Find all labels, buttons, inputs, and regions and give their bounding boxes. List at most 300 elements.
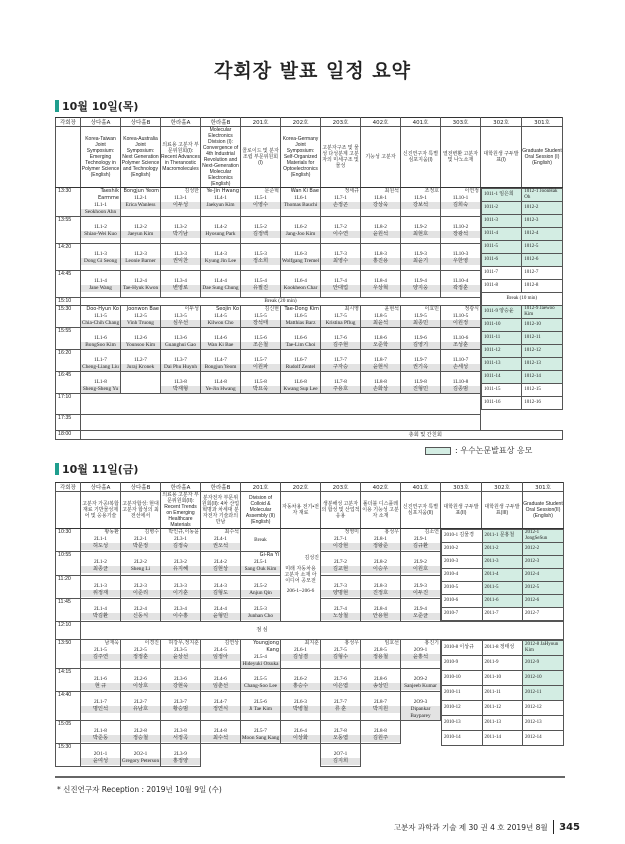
- graduate-row: [442, 556, 564, 569]
- speaker-name: 현 규: [81, 683, 120, 690]
- chair-name: [401, 599, 440, 606]
- session-cell: [161, 575, 201, 598]
- speaker-name: 홍승수: [281, 683, 320, 690]
- chair-name: [81, 328, 120, 335]
- chair-name: [321, 576, 360, 583]
- speaker-name: 이두진: [401, 590, 440, 597]
- graduate-presentation: 2012-6: [523, 595, 564, 608]
- chair-name: [81, 552, 120, 559]
- chair-name: [321, 328, 360, 335]
- speaker-name: Sanjeeb Kumar: [401, 683, 440, 690]
- session-cell: [441, 217, 481, 244]
- graduate-session-block: [441, 640, 564, 767]
- chair-name: [121, 350, 160, 357]
- chair-name: [121, 244, 160, 251]
- room-header: 203호: [321, 118, 361, 127]
- chair-name: Wan Ki Bae: [290, 188, 319, 194]
- session-cell: [161, 188, 201, 217]
- chair-name: 이연정: [464, 188, 479, 194]
- session-cell: [321, 350, 361, 372]
- chair-name: [81, 576, 120, 583]
- speaker-name: Ji Tae Kim: [241, 706, 280, 713]
- session-cell: [201, 372, 241, 394]
- speaker-name: Dai Phu Huynh: [161, 364, 200, 371]
- speaker-name: 강현욱: [161, 683, 200, 690]
- time-slot-row: [56, 431, 563, 440]
- chair-name: [201, 692, 240, 699]
- chair-name: [241, 669, 280, 676]
- session-cell: [121, 598, 161, 621]
- session-cell: [201, 529, 241, 552]
- presentation-code: 2L5-5: [254, 676, 267, 682]
- session-cell: [241, 598, 281, 621]
- day1-schedule-table: [55, 117, 563, 440]
- session-cell: [321, 306, 361, 328]
- session-cell: [321, 372, 361, 394]
- chair-name: [281, 669, 320, 676]
- speaker-name: Leonie Barner: [121, 258, 160, 265]
- chair-name: [441, 217, 480, 224]
- session-cell: [161, 692, 201, 721]
- speaker-name: 최수석: [201, 735, 240, 742]
- time-label: 11:20: [56, 575, 81, 598]
- presentation-code: 2O1-1: [93, 751, 108, 757]
- graduate-row: [482, 306, 563, 319]
- session-cell: [401, 669, 441, 692]
- speaker-name: 윤현식: [361, 364, 400, 371]
- session-cell: [361, 372, 401, 394]
- session-cell: [241, 244, 281, 271]
- speaker-name: 박준동: [81, 735, 120, 742]
- presentation-code: 1L8-3: [374, 251, 387, 257]
- presentation-code: 1L9-6: [414, 335, 427, 341]
- session-cell: [281, 271, 321, 298]
- session-cell: [321, 744, 361, 767]
- session-cell: [161, 328, 201, 350]
- session-cell: [81, 640, 121, 669]
- presentation-code: 2O9-3: [413, 699, 428, 705]
- graduate-presentation: 2011-13: [482, 716, 523, 731]
- graduate-row: [482, 332, 563, 345]
- chair-name: [321, 217, 360, 224]
- chair-name: 홍성우: [344, 640, 359, 646]
- speaker-name: 양지웅: [401, 285, 440, 292]
- presentation-code: 1L4-7: [214, 357, 227, 363]
- presentation-code: 1L10-3: [452, 251, 469, 257]
- presentation-code: 2L3-2: [174, 559, 187, 566]
- chair-name: [241, 328, 280, 335]
- chair-name: [201, 721, 240, 728]
- chair-name: 이두성: [184, 306, 199, 312]
- speaker-name: Seokhoon Ahn: [81, 209, 120, 216]
- presentation-code: 1L9-2: [414, 224, 427, 230]
- presentation-code: 1L6-3: [294, 251, 307, 257]
- room-header: 402호: [361, 483, 401, 492]
- presentation-code: 2L1-7: [94, 699, 107, 705]
- graduate-row: [482, 267, 563, 280]
- speaker-name: 이기훈: [161, 590, 200, 597]
- day1-label: 10월 10일(목): [62, 100, 139, 113]
- chair-name: 남재욱: [104, 640, 119, 646]
- chair-name: [81, 599, 120, 606]
- chair-name: [81, 350, 120, 357]
- graduate-row: [442, 671, 564, 686]
- speaker-name: 박문정: [121, 543, 160, 550]
- chair-name: [201, 576, 240, 583]
- chair-name: 문준혁: [264, 188, 279, 194]
- room-header: 한라홀B: [201, 483, 241, 492]
- graduate-row: [482, 345, 563, 358]
- chair-name: Seojin Ko: [216, 306, 239, 312]
- chair-name: 김연상: [224, 640, 239, 646]
- presentation-code: 1L10-7: [452, 357, 469, 363]
- presentation-code: 1L6-8: [294, 379, 307, 385]
- session-cell: [401, 350, 441, 372]
- presentation-code: 2L4-3: [214, 582, 227, 589]
- chair-name: [241, 350, 280, 357]
- speaker-name: 이강현: [321, 543, 360, 550]
- session-cell: [201, 350, 241, 372]
- session-cell: [441, 328, 481, 350]
- presentation-code: 1L4-5: [214, 313, 227, 319]
- session-cell: [81, 552, 121, 575]
- presentation-code: 1L3-8: [174, 379, 187, 385]
- graduate-presentation: 1011-1 임은희: [482, 189, 522, 202]
- presentation-code: 1L4-2: [214, 224, 227, 230]
- presentation-code: 1L3-3: [174, 251, 187, 257]
- graduate-presentation: 2011-6: [482, 595, 523, 608]
- presentation-code: 2L6-3: [294, 699, 307, 705]
- chair-name: [161, 721, 200, 728]
- presentation-code: 2L8-1: [374, 536, 387, 542]
- chair-name: [281, 350, 320, 357]
- speaker-name: 우한영: [441, 258, 480, 265]
- session-cell: [361, 217, 401, 244]
- chair-name: [121, 576, 160, 583]
- chair-name: Ye-Jin Hwang: [206, 188, 239, 194]
- presentation-code: 1L2-1: [134, 195, 147, 201]
- room-header: 301호: [522, 118, 563, 127]
- presentation-code: 1L1-7: [94, 357, 107, 363]
- speaker-name: 강보석: [401, 202, 440, 209]
- presentation-code: 2L8-2: [374, 559, 387, 566]
- graduate-row: [482, 384, 563, 397]
- speaker-name: Wan Ki Bae: [201, 342, 240, 349]
- presentation-code: 1L1-1: [94, 202, 107, 208]
- room-header: 302호: [481, 118, 522, 127]
- session-cell: [281, 372, 321, 394]
- footer-divider: [553, 820, 555, 834]
- chair-name: [81, 721, 120, 728]
- chair-name: [81, 744, 120, 751]
- session-cell: [401, 372, 441, 394]
- session-cell: [361, 271, 401, 298]
- session-cell: [201, 744, 241, 767]
- presentation-code: 1L10-8: [452, 379, 469, 385]
- presentation-code: 1L4-6: [214, 335, 227, 341]
- speaker-name: 임춘선: [201, 683, 240, 690]
- speaker-name: Kookheon Char: [281, 285, 320, 292]
- section-marker-icon: [55, 100, 59, 112]
- speaker-name: 노상철: [321, 613, 360, 620]
- presentation-code: 2L3-5: [174, 647, 187, 653]
- presentation-code: 1L7-2: [334, 224, 347, 230]
- time-label: 15:30: [56, 744, 81, 767]
- presentation-code: 2L4-4: [214, 605, 227, 612]
- time-label: 11:45: [56, 598, 81, 621]
- session-cell: [401, 271, 441, 298]
- session-cell: [241, 552, 281, 575]
- chair-name: 최지훈: [304, 640, 319, 646]
- presentation-code: 1L7-6: [334, 335, 347, 341]
- session-cell: [161, 552, 201, 575]
- chair-name: [201, 552, 240, 559]
- session-cell: [121, 529, 161, 552]
- session-cell: [401, 217, 441, 244]
- chair-name: [121, 599, 160, 606]
- speaker-name: 권기옥: [401, 364, 440, 371]
- room-header: 202호: [281, 118, 321, 127]
- speaker-name: 최윤석: [361, 320, 400, 327]
- graduate-presentation: 1011-10: [482, 319, 522, 332]
- presentation-code: 2L8-6: [374, 676, 387, 682]
- session-cell: [241, 372, 281, 394]
- chair-name: 최시영: [344, 306, 359, 312]
- presentation-code: 2O7-1: [333, 751, 348, 757]
- session-cell: [81, 350, 121, 372]
- speaker-name: Matthias Barz: [281, 320, 320, 327]
- graduate-presentation: 2012-5: [523, 582, 564, 595]
- plenary-row: 총회 및 간친회: [81, 431, 563, 440]
- speaker-name: Hideyuki Otsuka: [242, 661, 279, 667]
- presentation-code: 1L9-3: [414, 251, 427, 257]
- session-topic: 대학원생 구두발표(II): [441, 492, 482, 529]
- empty-slot: [81, 415, 481, 431]
- time-label: 15:10: [56, 298, 81, 306]
- graduate-presentation: 2011-8 정태성: [482, 641, 523, 656]
- chair-name: [401, 271, 440, 278]
- chair-name: [281, 328, 320, 335]
- presentation-code: 1L1-5: [94, 313, 107, 319]
- session-cell: [81, 244, 121, 271]
- speaker-name: 최윤기: [401, 258, 440, 265]
- session-cell: [281, 188, 321, 217]
- chair-name: [121, 328, 160, 335]
- chair-name: [361, 217, 400, 224]
- chair-name: 김성진: [304, 555, 319, 561]
- presentation-code: 1L6-7: [294, 357, 307, 363]
- graduate-row: [482, 358, 563, 371]
- graduate-row: [442, 641, 564, 656]
- session-cell: [361, 692, 401, 721]
- speaker-name: 정소희: [241, 258, 280, 265]
- presentation-code: 1L4-8: [214, 379, 227, 385]
- speaker-name: 권오석: [201, 543, 240, 550]
- session-cell: [361, 328, 401, 350]
- speaker-name: 진정호: [361, 590, 400, 597]
- speaker-name: 이은엽: [321, 683, 360, 690]
- chair-name: [401, 669, 440, 676]
- time-slot-row: [56, 622, 564, 640]
- session-cell: [81, 529, 121, 552]
- presentation-code: 2L3-3: [174, 582, 187, 589]
- session-cell: [441, 306, 481, 328]
- speaker-name: Younsoo Kim: [121, 342, 160, 349]
- room-header: 한라홀A: [161, 118, 201, 127]
- speaker-name: 유남호: [121, 706, 160, 713]
- session-cell: [201, 306, 241, 328]
- break-row: Break (20 min): [81, 298, 481, 306]
- chair-name: 정세규: [344, 188, 359, 194]
- presentation-code: 2L9-2: [414, 559, 427, 566]
- chair-name: [81, 669, 120, 676]
- speaker-name: 정왕준: [361, 543, 400, 550]
- graduate-presentation: 1011-6: [482, 254, 522, 267]
- presentation-code: 1L7-8: [334, 379, 347, 385]
- graduate-presentation: 2010-7: [442, 608, 483, 621]
- session-cell: [121, 575, 161, 598]
- chair-name: [361, 721, 400, 728]
- graduate-row: [482, 397, 563, 410]
- speaker-name: 박재형: [161, 386, 200, 393]
- chair-name: Doo-Hyun Ko: [86, 306, 119, 312]
- session-cell: [281, 244, 321, 271]
- graduate-session-table: [441, 529, 564, 621]
- time-label: 14:15: [56, 669, 81, 692]
- speaker-name: 김교현: [321, 566, 360, 573]
- chair-name: [81, 372, 120, 379]
- presentation-code: 1L8-2: [374, 224, 387, 230]
- presentation-codes: 206-1~206-6: [286, 588, 315, 594]
- presentation-code: 2L9-4: [414, 605, 427, 612]
- chair-name: [201, 217, 240, 224]
- speaker-name: 이두성: [161, 202, 200, 209]
- presentation-code: 2L6-1: [294, 647, 307, 653]
- speaker-name: Dong Gi Seong: [81, 258, 120, 265]
- time-label: 13:30: [56, 188, 81, 217]
- session-cell: [161, 244, 201, 271]
- session-cell: [321, 692, 361, 721]
- chair-name: [361, 271, 400, 278]
- room-header: 한라홀A: [161, 483, 201, 492]
- session-topic: Graduate Student Oral Session (I) (English): [522, 127, 563, 188]
- speaker-name: Kwang Sup Lee: [281, 386, 320, 393]
- session-topic: 콜로이드 및 분자조립 부문위원회(I): [241, 127, 281, 188]
- session-cell: [321, 640, 361, 669]
- speaker-name: 윤홍석: [401, 654, 440, 661]
- chair-name: [401, 552, 440, 559]
- session-cell: [241, 328, 281, 350]
- graduate-presentation: 1012-11: [522, 332, 562, 345]
- speaker-name: 김성겸: [281, 654, 320, 661]
- speaker-name: 김정백: [241, 231, 280, 238]
- graduate-presentation: 2010-14: [442, 731, 483, 746]
- chair-name: [241, 721, 280, 728]
- presentation-code: 1L4-3: [214, 251, 227, 257]
- presentation-code: 1L5-5: [254, 313, 267, 319]
- corner-label: 각회장: [56, 483, 81, 492]
- presentation-code: 1L8-6: [374, 335, 387, 341]
- presentation-code: 1L1-4: [94, 278, 107, 284]
- speaker-name: 이준리: [121, 590, 160, 597]
- session-cell: [401, 721, 441, 744]
- session-cell: [161, 217, 201, 244]
- presentation-code: 1L5-4: [254, 278, 267, 284]
- presentation-code: 1L3-5: [174, 313, 187, 319]
- chair-name: 김병수: [144, 529, 159, 535]
- graduate-presentation: 2011-7: [482, 608, 523, 621]
- graduate-presentation: 2010-6: [442, 595, 483, 608]
- speaker-name: 강상욱: [361, 202, 400, 209]
- speaker-name: Erica Wanless: [121, 202, 160, 209]
- presentation-code: 2L5-7: [254, 728, 267, 734]
- session-cell: [121, 744, 161, 767]
- graduate-presentation: 1011-9 양승윤: [482, 306, 522, 319]
- break-row: Break (10 min): [482, 293, 563, 306]
- graduate-row: [442, 608, 564, 621]
- chair-name: [161, 244, 200, 251]
- chair-name: [201, 669, 240, 676]
- presentation-code: 1L2-3: [134, 251, 147, 257]
- session-cell: [81, 692, 121, 721]
- chair-name: [281, 271, 320, 278]
- speaker-name: Thomas Bauchi: [281, 202, 320, 209]
- chair-name: [361, 328, 400, 335]
- chair-name: [321, 721, 360, 728]
- session-cell: [121, 188, 161, 217]
- graduate-presentation: 1012-15: [522, 384, 562, 397]
- presentation-code: 1L2-5: [134, 313, 147, 319]
- session-cell: [361, 529, 401, 552]
- session-topic: 고분자 가공/복합재료 기반물성제어 및 응용기술: [81, 492, 121, 529]
- graduate-presentation: 1012-14: [522, 371, 562, 384]
- speaker-name: 김주현: [321, 342, 360, 349]
- graduate-presentation: 1011-13: [482, 358, 522, 371]
- session-cell: [361, 669, 401, 692]
- time-label: 16:20: [56, 350, 81, 372]
- graduate-row: [442, 731, 564, 746]
- chair-name: [161, 271, 200, 278]
- graduate-presentation: 2010-3: [442, 556, 483, 569]
- session-cell: [201, 692, 241, 721]
- speaker-name: Wolfgang Tremel: [281, 258, 320, 264]
- session-cell: [121, 552, 161, 575]
- graduate-presentation: 2010-1 김물경: [442, 530, 483, 543]
- presentation-code: 1L5-3: [254, 251, 267, 257]
- session-cell: [81, 598, 121, 621]
- chair-name: [81, 692, 120, 699]
- graduate-presentation: 2012-13: [523, 716, 564, 731]
- chair-name: 김성한: [184, 188, 199, 194]
- speaker-name: 김지희: [321, 758, 360, 765]
- graduate-presentation: 1012-13: [522, 358, 562, 371]
- graduate-row: [482, 319, 563, 332]
- room-header: 402호: [361, 118, 401, 127]
- speaker-name: 홍진용: [361, 258, 400, 265]
- session-cell: [161, 529, 201, 552]
- chair-name: [81, 271, 120, 278]
- break-cell: Break: [241, 529, 281, 552]
- time-label: 15:30: [56, 306, 81, 328]
- chair-name: [401, 244, 440, 251]
- session-cell: [161, 350, 201, 372]
- speaker-name: Sang Ouk Kim: [241, 566, 280, 573]
- chair-name: [321, 372, 360, 379]
- graduate-row: [482, 280, 563, 293]
- chair-name: Youngjong Kang: [253, 640, 279, 653]
- graduate-presentation: 2011-12: [482, 701, 523, 716]
- speaker-name: 이수연: [321, 231, 360, 238]
